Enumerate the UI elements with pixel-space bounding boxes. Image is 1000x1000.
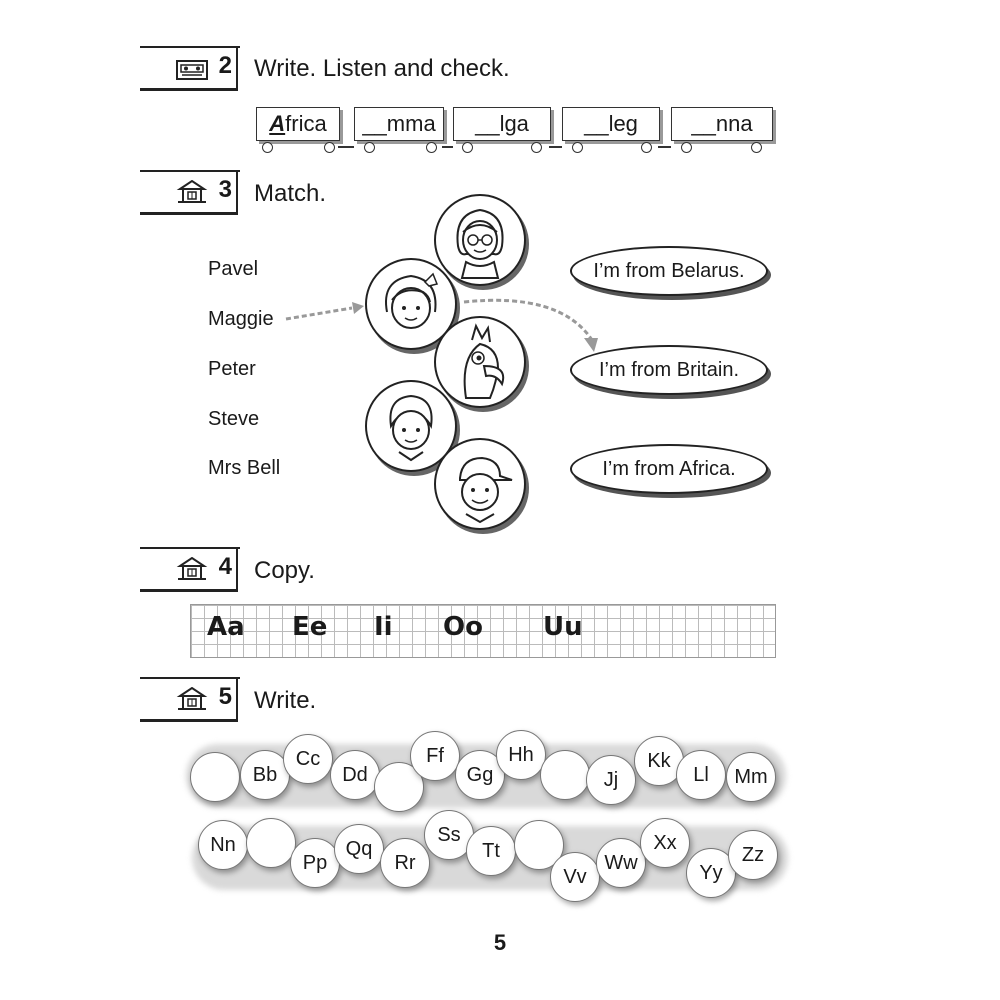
letter-bubble[interactable]: Gg xyxy=(455,750,505,800)
exercise-4-header xyxy=(140,547,240,591)
word-card[interactable] xyxy=(671,107,773,141)
arrow-head xyxy=(584,338,598,352)
card-prefix: A xyxy=(269,111,286,136)
copy-letter-ii: Ii xyxy=(374,612,393,642)
page-number: 5 xyxy=(493,930,507,955)
letter-bubble[interactable]: Kk xyxy=(634,736,684,786)
exercise-2-header xyxy=(140,46,240,90)
card-wheel xyxy=(262,142,273,153)
letter-bubble[interactable]: Ss xyxy=(424,810,474,860)
letter-bubble[interactable]: Qq xyxy=(334,824,384,874)
card-prefix: __ xyxy=(362,111,387,136)
card-wheel xyxy=(324,142,335,153)
word-card[interactable] xyxy=(256,107,340,141)
name-pavel[interactable]: Pavel xyxy=(208,258,259,280)
word-card[interactable] xyxy=(354,107,444,141)
exercise-5-header xyxy=(140,677,240,721)
bubble-belarus[interactable]: I’m from Belarus. xyxy=(570,246,768,296)
letter-bubble[interactable]: Ff xyxy=(410,731,460,781)
letter-bubble[interactable]: Mm xyxy=(726,752,776,802)
exercise-number: 5 xyxy=(218,683,232,710)
card-rest: frica xyxy=(285,111,327,136)
card-prefix: __ xyxy=(584,111,609,136)
card-rest: nna xyxy=(715,111,753,136)
letter-bubble[interactable]: Pp xyxy=(290,838,340,888)
name-mrs-bell[interactable]: Mrs Bell xyxy=(208,457,281,479)
card-prefix: __ xyxy=(475,111,500,136)
card-wheel xyxy=(426,142,437,153)
letter-bubble[interactable]: Dd xyxy=(330,750,380,800)
letter-bubble[interactable]: Vv xyxy=(550,852,600,902)
card-wheel xyxy=(751,142,762,153)
exercise-5-title: Write. xyxy=(254,687,317,714)
exercise-3-title: Match. xyxy=(254,180,327,207)
letter-bubble[interactable]: Jj xyxy=(586,755,636,805)
letter-bubble-blank[interactable] xyxy=(246,818,296,868)
card-wheel xyxy=(572,142,583,153)
arrow-maggie-line xyxy=(286,308,352,319)
card-wheel xyxy=(531,142,542,153)
card-rest: leg xyxy=(608,111,638,136)
letter-bubble-blank[interactable] xyxy=(540,750,590,800)
card-wheel xyxy=(462,142,473,153)
house-icon xyxy=(176,687,208,711)
card-coupler xyxy=(549,146,562,148)
house-icon xyxy=(176,557,208,581)
copy-letter-aa: Aa xyxy=(207,612,245,642)
copy-letter-uu: Uu xyxy=(543,612,583,642)
copy-grid[interactable] xyxy=(190,604,776,658)
card-coupler xyxy=(658,146,671,148)
name-steve[interactable]: Steve xyxy=(208,408,260,430)
letter-bubble-blank[interactable] xyxy=(190,752,240,802)
exercise-number: 4 xyxy=(218,553,232,580)
word-card[interactable] xyxy=(562,107,660,141)
letter-bubble[interactable]: Tt xyxy=(466,826,516,876)
letter-bubble[interactable]: Ww xyxy=(596,838,646,888)
copy-letter-oo: Oo xyxy=(443,612,483,642)
letter-bubble[interactable]: Rr xyxy=(380,838,430,888)
letter-bubble[interactable]: Xx xyxy=(640,818,690,868)
bubble-africa[interactable]: I’m from Africa. xyxy=(570,444,768,494)
name-maggie[interactable]: Maggie xyxy=(208,308,274,330)
card-rest: mma xyxy=(386,111,436,136)
portrait-boy-cap[interactable] xyxy=(434,438,526,530)
exercise-4-title: Copy. xyxy=(254,557,315,584)
card-wheel xyxy=(641,142,652,153)
name-peter[interactable]: Peter xyxy=(208,358,256,380)
letter-bubble[interactable]: Zz xyxy=(728,830,778,880)
exercise-number: 2 xyxy=(218,52,232,79)
exercise-2-title: Write. Listen and check. xyxy=(254,55,510,82)
letter-bubble[interactable]: Ll xyxy=(676,750,726,800)
card-coupler xyxy=(338,146,354,148)
house-icon xyxy=(176,180,208,204)
cassette-icon xyxy=(176,58,208,82)
card-prefix: __ xyxy=(691,111,716,136)
letter-bubble[interactable]: Nn xyxy=(198,820,248,870)
exercise-number: 3 xyxy=(218,176,232,203)
card-rest: lga xyxy=(499,111,529,136)
letter-bubble[interactable]: Hh xyxy=(496,730,546,780)
card-coupler xyxy=(442,146,453,148)
bubble-britain[interactable]: I’m from Britain. xyxy=(570,345,768,395)
exercise-3-header xyxy=(140,170,240,214)
word-card[interactable] xyxy=(453,107,551,141)
letter-bubble[interactable]: Yy xyxy=(686,848,736,898)
letter-bubble[interactable]: Bb xyxy=(240,750,290,800)
card-wheel xyxy=(364,142,375,153)
card-wheel xyxy=(681,142,692,153)
letter-bubble[interactable]: Cc xyxy=(283,734,333,784)
copy-letter-ee: Ee xyxy=(292,612,328,642)
arrow-head xyxy=(352,302,364,314)
